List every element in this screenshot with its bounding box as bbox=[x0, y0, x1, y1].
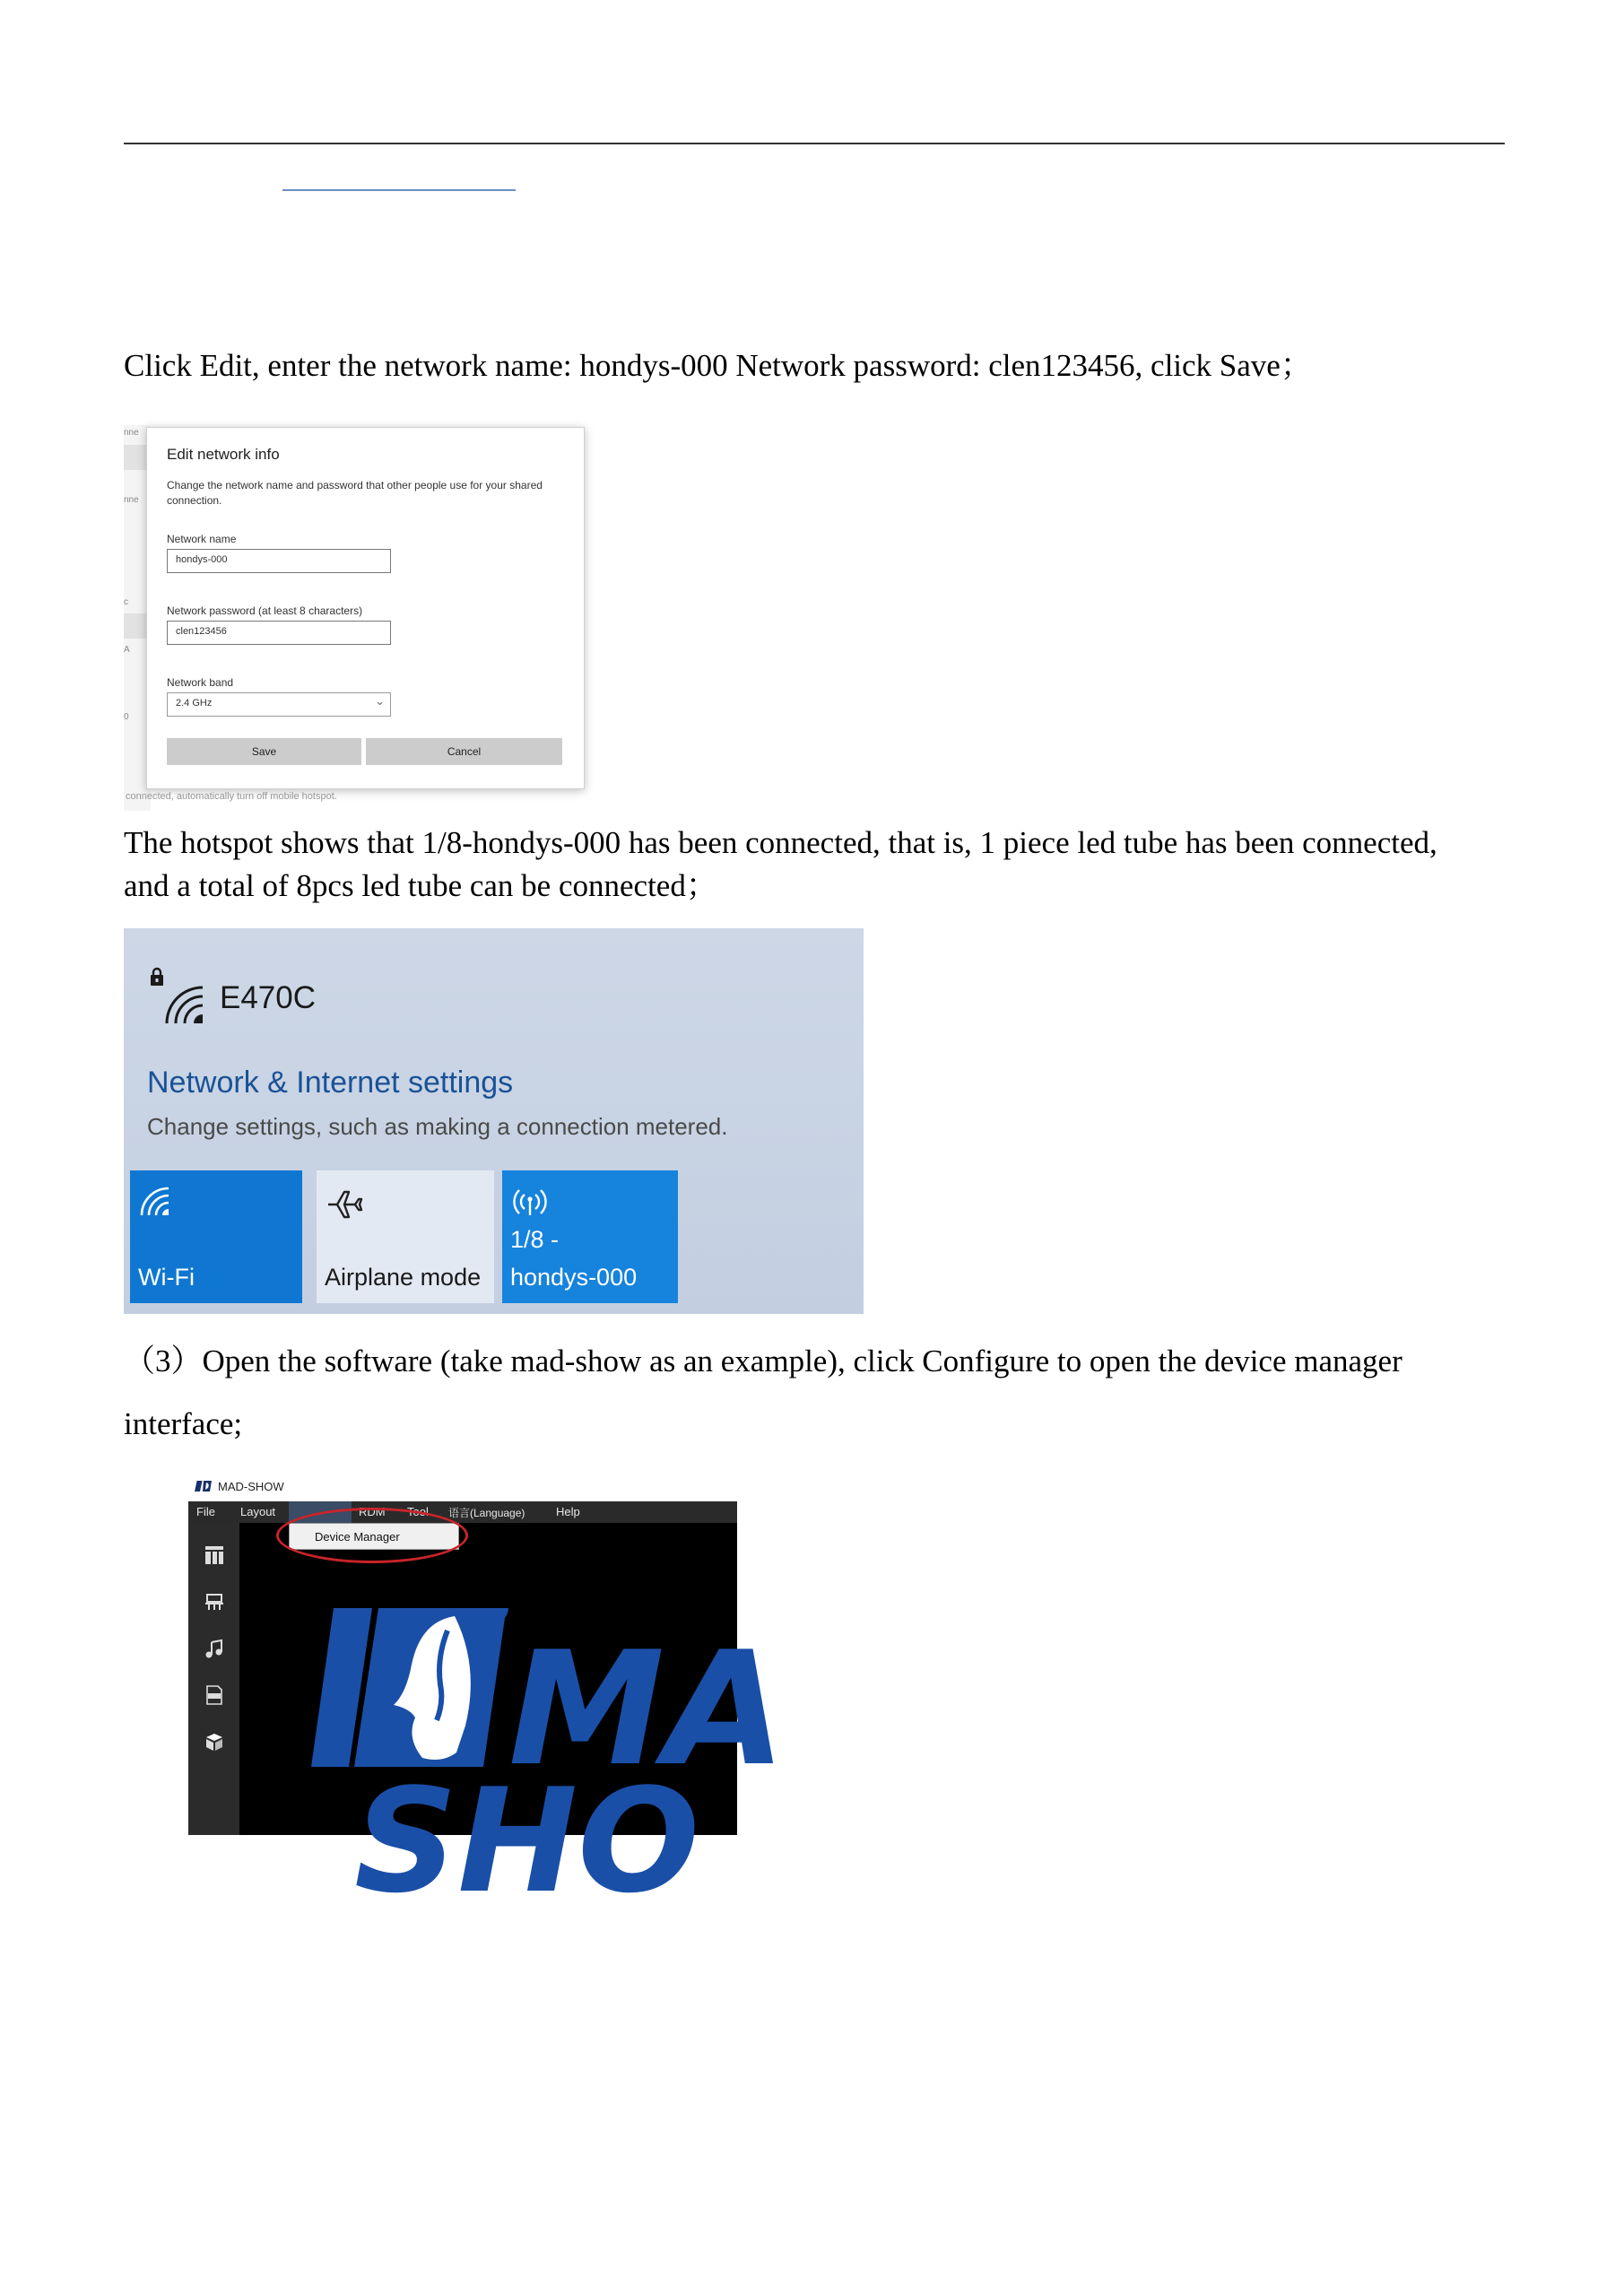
chevron-down-icon: ⌄ bbox=[375, 694, 385, 708]
bg-fragment: c bbox=[124, 597, 128, 607]
network-flyout-screenshot bbox=[124, 928, 864, 1314]
edit-network-screenshot bbox=[124, 425, 590, 811]
network-password-label: Network password (at least 8 characters) bbox=[167, 604, 363, 617]
tile-airplane-label: Airplane mode bbox=[325, 1264, 482, 1291]
menu-bar bbox=[188, 1501, 737, 1523]
cancel-button[interactable]: Cancel bbox=[366, 738, 562, 765]
3d-cube-icon[interactable] bbox=[204, 1732, 224, 1752]
edit-network-dialog bbox=[146, 427, 585, 789]
dialog-description: Change the network name and password that other people use for your shared connection. bbox=[167, 479, 543, 507]
tile-wifi-label: Wi-Fi bbox=[138, 1264, 195, 1291]
madshow-screenshot bbox=[188, 1472, 786, 1925]
network-band-value: 2.4 GHz bbox=[176, 698, 213, 709]
fixture-icon[interactable] bbox=[204, 1592, 224, 1612]
network-band-select[interactable] bbox=[167, 692, 391, 717]
bg-fragment: nne bbox=[124, 428, 139, 438]
wifi-icon bbox=[138, 1185, 170, 1217]
madshow-splash-logo bbox=[239, 1523, 786, 1925]
menu-help[interactable]: Help bbox=[556, 1505, 580, 1518]
device-manager-menu-item[interactable]: Device Manager bbox=[315, 1530, 400, 1544]
network-name-input[interactable]: hondys-000 bbox=[167, 549, 391, 573]
network-ssid[interactable]: E470C bbox=[220, 980, 317, 1015]
dialog-footer-text: connected, automatically turn off mobile hotspot. bbox=[126, 791, 337, 802]
instruction-open-software-line2: interface; bbox=[124, 1406, 243, 1441]
splash-text-2: SHO bbox=[354, 1757, 700, 1925]
network-band-label: Network band bbox=[167, 676, 234, 689]
menu-tool[interactable]: Tool bbox=[407, 1505, 429, 1518]
network-name-label: Network name bbox=[167, 533, 237, 545]
instruction-hotspot-line2: and a total of 8pcs led tube can be connected； bbox=[124, 868, 717, 903]
tile-wifi[interactable] bbox=[130, 1170, 302, 1303]
menu-language[interactable]: 语言(Language) bbox=[448, 1507, 525, 1519]
tile-mobile-hotspot[interactable] bbox=[502, 1170, 678, 1303]
music-icon[interactable] bbox=[204, 1639, 224, 1658]
tile-hotspot-name: hondys-000 bbox=[510, 1264, 638, 1291]
highlight-ellipse bbox=[276, 1508, 468, 1563]
header-rule bbox=[124, 143, 1505, 144]
app-title: MAD-SHOW bbox=[218, 1480, 284, 1493]
bg-fragment: nne bbox=[124, 495, 139, 505]
menu-file[interactable]: File bbox=[196, 1505, 215, 1518]
splash-text-1: MA bbox=[508, 1619, 786, 1801]
instruction-hotspot-line1: The hotspot shows that 1/8-hondys-000 has been connected, that is, 1 piece led tube has been connected, bbox=[124, 825, 1437, 860]
header-link-underline bbox=[282, 189, 516, 191]
left-toolbar bbox=[188, 1523, 239, 1835]
wifi-locked-icon bbox=[147, 968, 204, 1025]
instruction-edit-network: Click Edit, enter the network name: hondys-000 Network password: clen123456, click Save； bbox=[124, 348, 1312, 383]
bg-fragment: A bbox=[124, 645, 130, 655]
hotspot-icon bbox=[510, 1185, 550, 1221]
instruction-open-software-line1: （3）Open the software (take mad-show as an example), click Configure to open the device manager bbox=[124, 1344, 1403, 1378]
save-button[interactable]: Save bbox=[167, 738, 361, 765]
menu-layout[interactable]: Layout bbox=[240, 1505, 276, 1518]
network-settings-link[interactable]: Network & Internet settings bbox=[147, 1065, 514, 1100]
layout-icon[interactable] bbox=[204, 1545, 224, 1565]
network-settings-subtitle: Change settings, such as making a connection metered. bbox=[147, 1113, 728, 1140]
tile-airplane-mode[interactable] bbox=[317, 1170, 494, 1303]
airplane-icon bbox=[325, 1185, 364, 1224]
network-password-input[interactable]: clen123456 bbox=[167, 621, 391, 645]
bg-fragment: 0 bbox=[124, 712, 129, 722]
dxf-icon[interactable] bbox=[204, 1685, 224, 1705]
dialog-title: Edit network info bbox=[167, 446, 280, 463]
menu-rdm[interactable]: RDM bbox=[359, 1505, 386, 1518]
madshow-logo-icon bbox=[197, 1479, 212, 1493]
tile-hotspot-count: 1/8 - bbox=[510, 1226, 560, 1253]
